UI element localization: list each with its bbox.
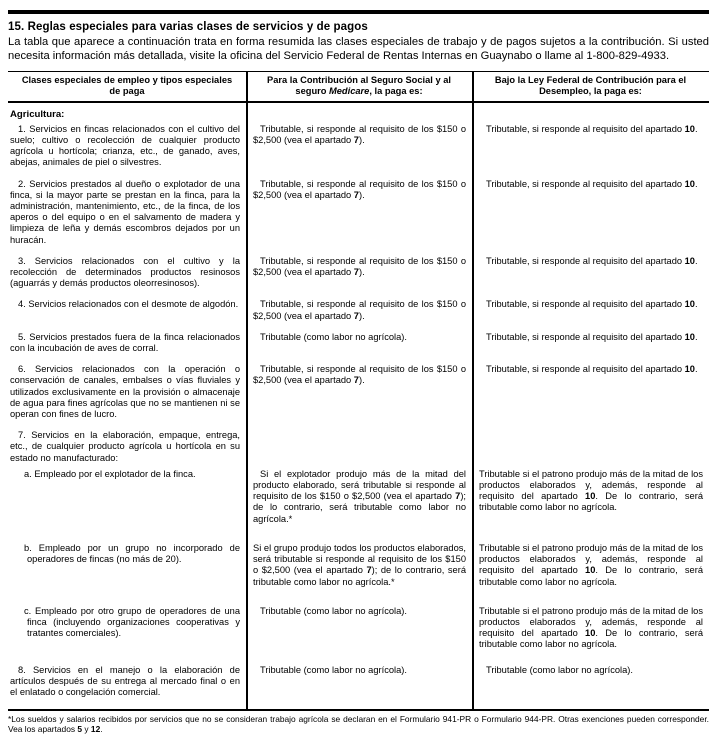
table-row [8, 364, 709, 430]
page-top-rule [8, 10, 709, 14]
class-cell [8, 606, 246, 665]
ss-text: Tributable, si responde al requisito de los $150 o $2,500 (vea el apartado 7). [253, 255, 466, 278]
empty-cell [246, 102, 472, 124]
ss-text: Tributable, si responde al requisito de los $150 o $2,500 (vea el apartado 7). [253, 123, 466, 145]
section-title: 15. Reglas especiales para varias clases de servicios y de pagos [8, 21, 368, 33]
ss-cell [246, 606, 472, 665]
class-text: 2. Servicios prestados al dueño o explotador de una finca, si la mayor parte se prestan en la finca, para la administración, mantenimiento, etc., de la finca, de los aperos o del equipo o en el salvamento de madera y limpieza de leña y demás escombros dejados por un huracán. [10, 178, 240, 245]
class-text: 6. Servicios relacionados con la operación o conservación de canales, embalses o vías fluviales y utilizados exclusivamente en la provisión o almacenaje de agua para fines agrícolas que no se mantienen ni se operan con fines de lucro. [10, 364, 240, 420]
ss-text: Tributable, si responde al requisito de los $150 o $2,500 (vea el apartado 7). [253, 299, 466, 321]
section-heading: Agricultura: [10, 108, 65, 120]
class-cell [8, 469, 246, 543]
header-row [8, 72, 709, 102]
class-cell [8, 332, 246, 364]
futa-cell [472, 606, 709, 665]
futa-cell [472, 256, 709, 300]
column-divider-2 [472, 72, 474, 709]
futa-text: Tributable, si responde al requisito del apartado 10. [486, 123, 698, 134]
ss-cell [246, 430, 472, 469]
class-cell [8, 364, 246, 430]
table-header [8, 72, 709, 102]
futa-text: Tributable si el patrono produjo más de la mitad de los productos elaborados y, además, responde al requisito del apartado 10. De lo contrario, será tributable como labor no agrícola. [479, 468, 703, 513]
table-row [8, 179, 709, 256]
column-header-unemployment: Bajo la Ley Federal de Contribución para el Desempleo, la paga es: [472, 72, 709, 102]
empty-cell [472, 102, 709, 124]
ss-text: Si el grupo produjo todos los productos elaborados, será tributable si responde al requisito de los $150 o $2,500 (vea el apartado 7); de lo contrario, será tributable como labor no agrícola.* [253, 542, 466, 587]
futa-cell [472, 469, 709, 543]
table-row [8, 606, 709, 665]
class-text: 8. Servicios en el manejo o la elaboración de artículos después de su entrega al mercado final o en el enlatado o congelación comercial. [10, 664, 240, 697]
futa-cell [472, 332, 709, 364]
ss-text: Si el explotador produjo más de la mitad del producto elaborado, será tributable si responde al requisito de los $150 o $2,500 (vea el apartado 7); de lo contrario, será tributable como labor no agrícola.* [253, 468, 466, 524]
ss-cell [246, 179, 472, 256]
ss-cell [246, 299, 472, 331]
futa-text: Tributable si el patrono produjo más de la mitad de los productos elaborados y, además, responde al requisito del apartado 10. De lo contrario, será tributable como labor no agrícola. [479, 542, 703, 587]
ss-cell [246, 124, 472, 179]
column-header-social-security: Para la Contribución al Seguro Social y al seguro Medicare, la paga es: [246, 72, 472, 102]
futa-cell [472, 665, 709, 705]
futa-cell [472, 543, 709, 606]
class-text: c. Empleado por otro grupo de operadores de una finca (incluyendo organizaciones cooperativas y tratantes comerciales). [24, 605, 240, 639]
class-text: a. Empleado por el explotador de la finca. [24, 468, 196, 479]
futa-text: Tributable, si responde al requisito del apartado 10. [486, 178, 698, 189]
class-cell [8, 256, 246, 300]
futa-text: Tributable, si responde al requisito del apartado 10. [486, 364, 698, 375]
ss-cell [246, 364, 472, 430]
class-text: 4. Servicios relacionados con el desmote de algodón. [18, 299, 239, 310]
class-cell [8, 543, 246, 606]
class-text: 7. Servicios en la elaboración, empaque, entrega, etc., de cualquier producto agrícola u hortícola en su estado no manufacturado: [10, 430, 240, 463]
ss-cell [246, 256, 472, 300]
section-row-agricultura [8, 102, 709, 124]
ss-cell [246, 543, 472, 606]
special-rules-table-frame [8, 71, 709, 711]
special-rules-table [8, 72, 709, 705]
table-row [8, 469, 709, 543]
column-divider-1 [246, 72, 248, 709]
futa-text: Tributable (como labor no agrícola). [486, 664, 633, 675]
ss-text: Tributable, si responde al requisito de los $150 o $2,500 (vea el apartado 7). [253, 178, 466, 200]
ss-cell [246, 469, 472, 543]
table-row [8, 332, 709, 364]
futa-cell [472, 179, 709, 256]
table-body [8, 102, 709, 705]
table-row [8, 430, 709, 469]
futa-cell [472, 299, 709, 331]
futa-cell [472, 364, 709, 430]
futa-cell [472, 124, 709, 179]
intro-paragraph: La tabla que aparece a continuación trata en forma resumida las clases especiales de trabajo y de pagos sujetos a la contribución. Si usted necesita información más detallada, visite la oficina del Servicio Federal de Rentas Internas en Guaynabo o llame al 1-800-829-4933. [8, 36, 709, 62]
ss-text: Tributable (como labor no agrícola). [260, 664, 407, 675]
table-row [8, 124, 709, 179]
ss-cell [246, 332, 472, 364]
table-row [8, 665, 709, 705]
ss-text: Tributable, si responde al requisito de los $150 o $2,500 (vea el apartado 7). [253, 364, 466, 386]
class-text: b. Empleado por un grupo no incorporado de operadores de fincas (no más de 20). [24, 542, 240, 565]
class-cell [8, 665, 246, 705]
footnote: *Los sueldos y salarios recibidos por servicios que no se consideran trabajo agrícola se declaran en el Formulario 941-PR o Formulario 944-PR. Otras exenciones pueden corresponder. Vea los apartados 5 y 12. [8, 713, 709, 734]
column-header-classes: Clases especiales de empleo y tipos especiales de paga [8, 72, 246, 102]
section-cell [8, 102, 246, 124]
futa-cell [472, 430, 709, 469]
futa-text: Tributable si el patrono produjo más de la mitad de los productos elaborados y, además, responde al requisito del apartado 10. De lo contrario, será tributable como labor no agrícola. [479, 605, 703, 650]
class-cell [8, 299, 246, 331]
class-text: 5. Servicios prestados fuera de la finca relacionados con la incubación de aves de corral. [10, 331, 240, 354]
table-row [8, 299, 709, 331]
table-row [8, 256, 709, 300]
class-cell [8, 179, 246, 256]
ss-cell [246, 665, 472, 705]
class-text: 3. Servicios relacionados con el cultivo y la recolección de determinados productos resinosos (aguarrás y demás productos oleorresinosos). [10, 255, 240, 289]
class-cell [8, 124, 246, 179]
futa-text: Tributable, si responde al requisito del apartado 10. [486, 255, 698, 266]
futa-text: Tributable, si responde al requisito del apartado 10. [486, 331, 698, 342]
class-cell [8, 430, 246, 469]
table-row [8, 543, 709, 606]
futa-text: Tributable, si responde al requisito del apartado 10. [486, 299, 698, 310]
class-text: 1. Servicios en fincas relacionados con el cultivo del suelo; cultivo o recolección de cualquier producto agrícola u hortícola; crianza, etc., de ganado, aves, abejas, animales de piel o silvestres. [10, 123, 240, 168]
ss-text: Tributable (como labor no agrícola). [260, 605, 407, 616]
ss-text: Tributable (como labor no agrícola). [260, 331, 407, 342]
